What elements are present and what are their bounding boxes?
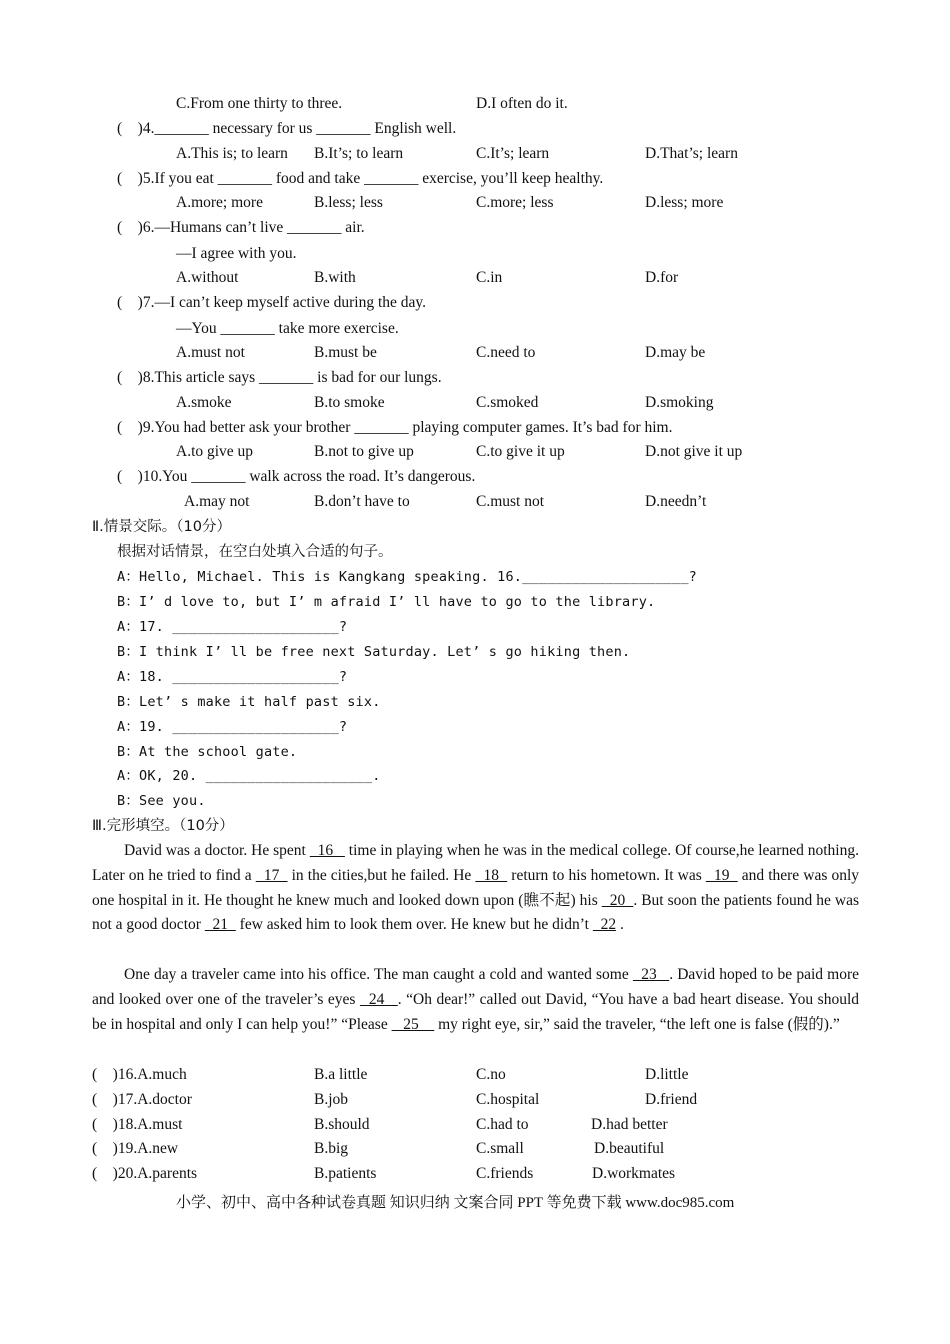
- dialogue-line-4: B：I think I’ ll be free next Saturday. Let’ s go hiking then.: [117, 644, 631, 660]
- question-stem: 10.You _______ walk across the road. It’s dangerous.: [142, 468, 476, 485]
- answer-bracket[interactable]: ( ): [92, 1066, 118, 1083]
- dialogue-line-3: A：17. ____________________?: [117, 619, 348, 635]
- cloze-question-18: [92, 1115, 182, 1135]
- paragraph-text: . David hoped to be paid more and looked over one of the traveler’s eyes: [92, 966, 860, 1008]
- question-6: [117, 218, 365, 238]
- section-3-title: Ⅲ.完形填空。（10分）: [92, 818, 234, 834]
- question-stem: 6.—Humans can’t live _______ air.: [142, 219, 365, 236]
- q18-option-c: C.had to: [476, 1116, 529, 1133]
- q16-option-c: C.no: [476, 1066, 506, 1083]
- question-stem: 9.You had better ask your brother _______ playing computer games. It’s bad for him.: [142, 419, 673, 436]
- cloze-blank[interactable]: 19: [705, 866, 738, 884]
- cloze-blank[interactable]: 18: [475, 866, 508, 884]
- cloze-blank[interactable]: 24: [359, 990, 398, 1008]
- option-a: A.parents: [137, 1165, 198, 1182]
- q7-option-b: B.must be: [314, 344, 377, 361]
- q17-option-b: B.job: [314, 1091, 349, 1108]
- question-9: [117, 418, 672, 438]
- question-number: 18.: [117, 1116, 138, 1133]
- paragraph-text: in the cities,but he failed. He: [287, 866, 476, 884]
- answer-bracket[interactable]: ( ): [117, 219, 143, 236]
- question-number: 16.: [117, 1066, 138, 1083]
- q8-option-a: A.smoke: [176, 394, 232, 411]
- q19-option-b: B.big: [314, 1140, 349, 1157]
- option-a: A.doctor: [137, 1091, 192, 1108]
- paragraph-text: time in playing when he was in the medical college. Of course,he learned nothing. Later on he tried to find a: [92, 842, 859, 884]
- q10-option-d: D.needn’t: [645, 493, 707, 510]
- option-a: A.must: [137, 1116, 183, 1133]
- q20-option-b: B.patients: [314, 1165, 377, 1182]
- dialogue-line-8: B：At the school gate.: [117, 744, 298, 760]
- cloze-paragraph-2: [92, 963, 859, 1037]
- q7-option-a: A.must not: [176, 344, 245, 361]
- q10-option-a: A.may not: [184, 493, 250, 510]
- q7-option-d: D.may be: [645, 344, 706, 361]
- q6-option-c: C.in: [476, 269, 503, 286]
- q18-option-b: B.should: [314, 1116, 370, 1133]
- q5-option-a: A.more; more: [176, 194, 263, 211]
- footer-watermark: 小学、初中、高中各种试卷真题 知识归纳 文案合同 PPT 等免费下载 www.doc985.com: [176, 1195, 735, 1211]
- q20-option-c: C.friends: [476, 1165, 534, 1182]
- dialogue-line-2: B：I’ d love to, but I’ m afraid I’ ll have to go to the library.: [117, 594, 656, 610]
- question-stem: 5.If you eat _______ food and take _______ exercise, you’ll keep healthy.: [142, 170, 604, 187]
- answer-bracket[interactable]: ( ): [117, 369, 143, 386]
- q9-option-c: C.to give it up: [476, 443, 565, 460]
- answer-bracket[interactable]: ( ): [92, 1116, 118, 1133]
- q18-option-d: D.had better: [591, 1116, 668, 1133]
- paragraph-text: One day a traveler came into his office. The man caught a cold and wanted some: [124, 966, 633, 983]
- paragraph-text: my right eye, sir,” said the traveler, “the left one is false (假的).”: [434, 1015, 840, 1033]
- dialogue-line-6: B：Let’ s make it half past six.: [117, 694, 381, 710]
- q9-option-d: D.not give it up: [645, 443, 743, 460]
- dialogue-line-9: A：OK, 20. ____________________.: [117, 768, 381, 784]
- cloze-blank[interactable]: 22: [592, 916, 617, 934]
- answer-bracket[interactable]: ( ): [92, 1091, 118, 1108]
- q9-option-a: A.to give up: [176, 443, 254, 460]
- question-stem: 4._______ necessary for us _______ English well.: [142, 120, 457, 137]
- q19-option-c: C.small: [476, 1140, 524, 1157]
- answer-bracket[interactable]: ( ): [117, 419, 143, 436]
- paragraph-text: and there was only one hospital in it. He thought he knew much and looked down upon (瞧不起) his: [92, 866, 860, 909]
- paragraph-text: few asked him to look them over. He knew but he didn’t: [235, 916, 593, 934]
- option-a: A.much: [137, 1066, 187, 1083]
- q5-option-c: C.more; less: [476, 194, 554, 211]
- question-8: [117, 368, 442, 388]
- question-stem: 8.This article says _______ is bad for our lungs.: [142, 369, 442, 386]
- paragraph-text: . “Oh dear!” called out David, “You have a bad heart disease. You should be in hospital and only I can help you!” “Please: [92, 990, 859, 1033]
- cloze-question-20: [92, 1164, 197, 1184]
- answer-bracket[interactable]: ( ): [117, 170, 143, 187]
- cloze-paragraph-1: [92, 839, 859, 938]
- answer-bracket[interactable]: ( ): [117, 120, 143, 137]
- cloze-question-16: [92, 1065, 187, 1085]
- cloze-blank[interactable]: 16: [309, 842, 345, 859]
- cloze-question-17: [92, 1090, 192, 1110]
- q10-option-c: C.must not: [476, 493, 545, 510]
- cloze-question-19: [92, 1139, 178, 1159]
- question-4: [117, 119, 456, 139]
- question-7: [117, 293, 426, 313]
- answer-bracket[interactable]: ( ): [117, 468, 143, 485]
- dialogue-line-1: A：Hello, Michael. This is Kangkang speaking. 16.____________________?: [117, 569, 697, 585]
- q8-option-d: D.smoking: [645, 394, 714, 411]
- q17-option-c: C.hospital: [476, 1091, 540, 1108]
- q7-reply: —You _______ take more exercise.: [176, 320, 399, 337]
- q4-option-d: D.That’s; learn: [645, 145, 738, 162]
- paragraph-text: David was a doctor. He spent: [124, 842, 310, 859]
- dialogue-line-5: A：18. ____________________?: [117, 669, 348, 685]
- question-stem: 7.—I can’t keep myself active during the day.: [142, 294, 427, 311]
- cloze-blank[interactable]: 25: [391, 1015, 435, 1033]
- q4-option-b: B.It’s; to learn: [314, 145, 404, 162]
- q17-option-d: D.friend: [645, 1091, 698, 1108]
- q9-option-b: B.not to give up: [314, 443, 414, 460]
- q8-option-b: B.to smoke: [314, 394, 385, 411]
- q5-option-b: B.less; less: [314, 194, 383, 211]
- q6-reply: —I agree with you.: [176, 245, 297, 262]
- paragraph-text: . But soon the patients found he was not a good doctor: [92, 891, 859, 934]
- dialogue-line-7: A：19. ____________________?: [117, 719, 348, 735]
- section-2-title: Ⅱ.情景交际。（10分）: [92, 519, 231, 535]
- q4-option-a: A.This is; to learn: [176, 145, 288, 162]
- q6-option-b: B.with: [314, 269, 356, 286]
- q20-option-d: D.workmates: [592, 1165, 676, 1182]
- dialogue-line-10: B：See you.: [117, 793, 206, 809]
- q6-option-d: D.for: [645, 269, 679, 286]
- q8-option-c: C.smoked: [476, 394, 539, 411]
- cloze-blank[interactable]: 20: [601, 891, 634, 909]
- cloze-blank[interactable]: 23: [632, 966, 670, 983]
- question-number: 19.: [117, 1140, 138, 1157]
- paragraph-text: .: [616, 916, 624, 934]
- answer-bracket[interactable]: ( ): [92, 1165, 118, 1182]
- q19-option-d: D.beautiful: [594, 1140, 665, 1157]
- section-2-instruction: 根据对话情景，在空白处填入合适的句子。: [117, 544, 393, 560]
- paragraph-text: return to his hometown. It was: [507, 866, 706, 884]
- cloze-blank[interactable]: 17: [255, 866, 288, 884]
- question-number: 17.: [117, 1091, 138, 1108]
- q16-option-b: B.a little: [314, 1066, 368, 1083]
- question-5: [117, 169, 603, 189]
- answer-bracket[interactable]: ( ): [92, 1140, 118, 1157]
- question-10: [117, 467, 475, 487]
- cloze-blank[interactable]: 21: [204, 916, 236, 934]
- q7-option-c: C.need to: [476, 344, 536, 361]
- q16-option-d: D.little: [645, 1066, 689, 1083]
- q3-option-c: C.From one thirty to three.: [176, 95, 343, 112]
- q5-option-d: D.less; more: [645, 194, 724, 211]
- answer-bracket[interactable]: ( ): [117, 294, 143, 311]
- q4-option-c: C.It’s; learn: [476, 145, 550, 162]
- q6-option-a: A.without: [176, 269, 239, 286]
- question-number: 20.: [117, 1165, 138, 1182]
- q3-option-d: D.I often do it.: [476, 95, 568, 112]
- option-a: A.new: [137, 1140, 179, 1157]
- q10-option-b: B.don’t have to: [314, 493, 410, 510]
